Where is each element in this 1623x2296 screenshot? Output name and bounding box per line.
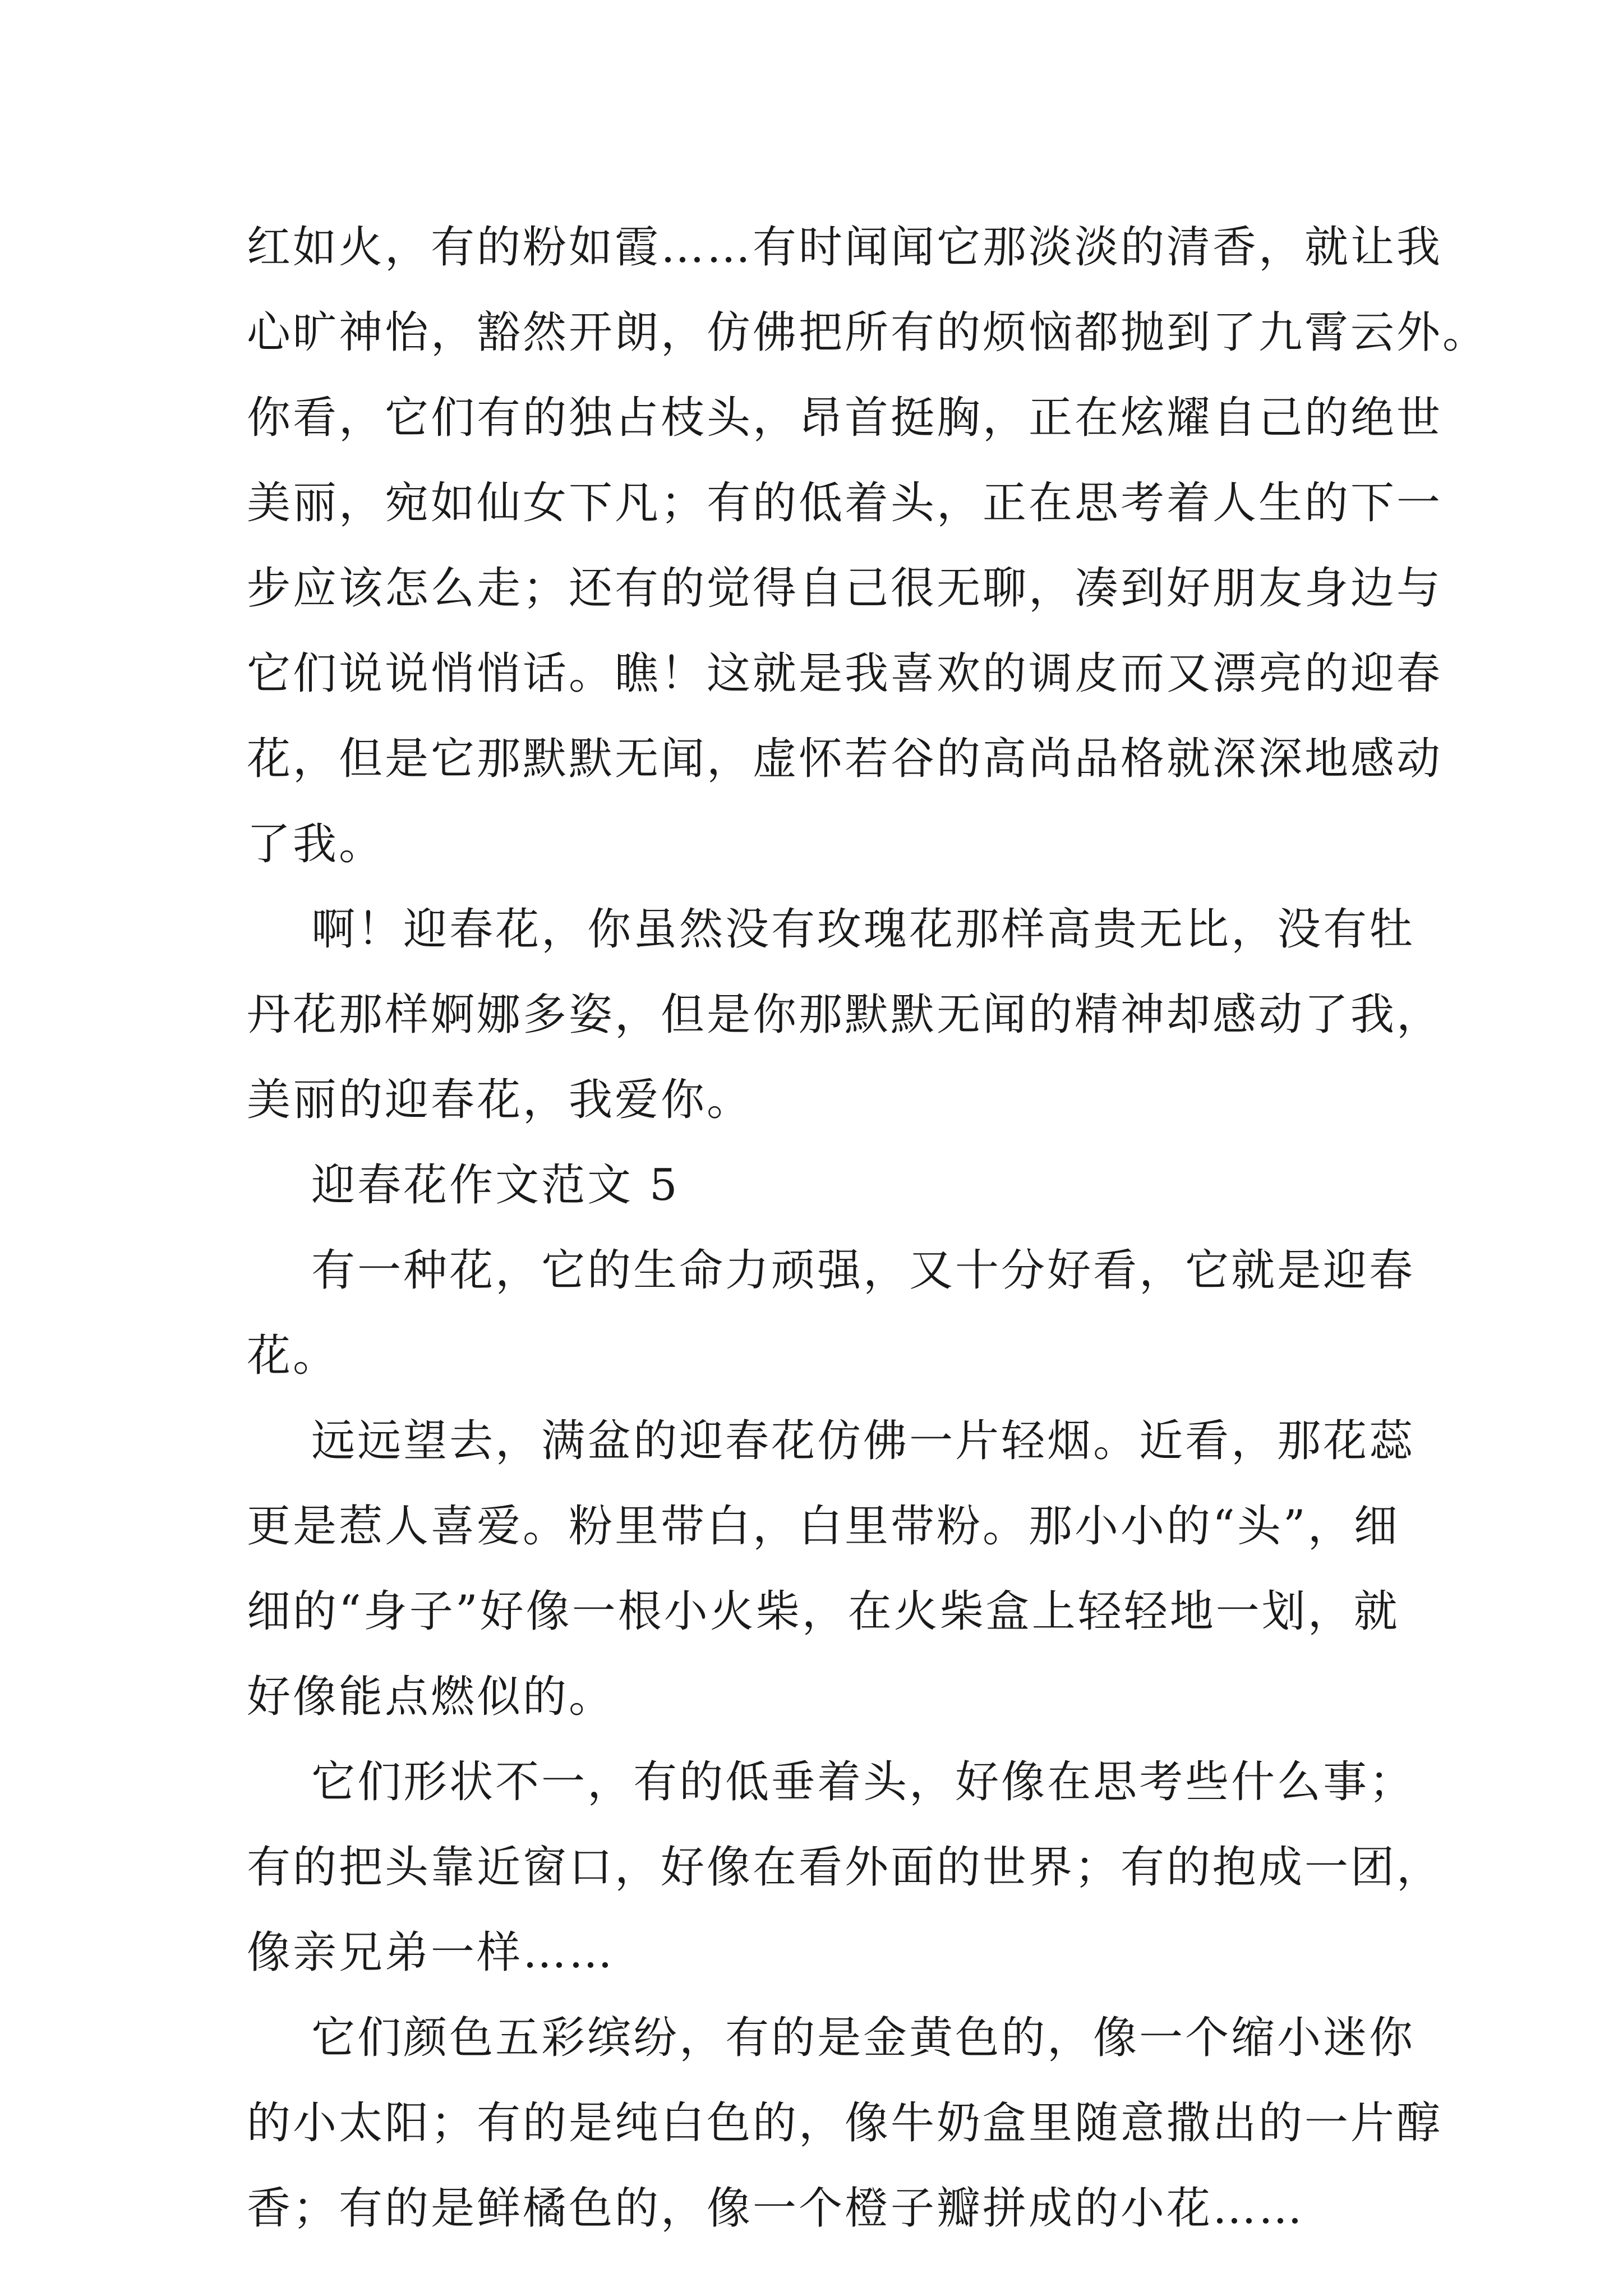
text-line: 丹花那样婀娜多姿，但是你那默默无闻的精神却感动了我， bbox=[247, 990, 1443, 1040]
body-text bbox=[247, 205, 1489, 2251]
text-line: 有的把头靠近窗口，好像在看外面的世界；有的抱成一团， bbox=[247, 1842, 1443, 1893]
text-line: 红如火，有的粉如霞……有时闻闻它那淡淡的清香，就让我 bbox=[247, 222, 1443, 273]
text-line: 花，但是它那默默无闻，虚怀若谷的高尚品格就深深地感动 bbox=[247, 734, 1443, 784]
text-line: 像亲兄弟一样…… bbox=[247, 1927, 615, 1978]
text-line: 啊！迎春花，你虽然没有玫瑰花那样高贵无比，没有牡 bbox=[247, 904, 1415, 955]
section-heading: 迎春花作文范文 5 bbox=[247, 1160, 680, 1211]
text-line: 好像能点燃似的。 bbox=[247, 1672, 615, 1722]
text-line: 更是惹人喜爱。粉里带白，白里带粉。那小小的“头”，细 bbox=[247, 1501, 1400, 1552]
text-line: 花。 bbox=[247, 1331, 339, 1381]
text-line: 它们形状不一，有的低垂着头，好像在思考些什么事； bbox=[247, 1757, 1415, 1807]
text-line: 它们颜色五彩缤纷，有的是金黄色的，像一个缩小迷你 bbox=[247, 2013, 1415, 2063]
text-line: 步应该怎么走；还有的觉得自己很无聊，凑到好朋友身边与 bbox=[247, 563, 1443, 614]
text-line: 你看，它们有的独占枝头，昂首挺胸，正在炫耀自己的绝世 bbox=[247, 393, 1443, 443]
text-line: 的小太阳；有的是纯白色的，像牛奶盒里随意撒出的一片醇 bbox=[247, 2098, 1443, 2148]
text-line: 心旷神怡，豁然开朗，仿佛把所有的烦恼都抛到了九霄云外。 bbox=[247, 307, 1489, 358]
text-line: 美丽的迎春花，我爱你。 bbox=[247, 1075, 753, 1125]
text-line: 细的“身子”好像一根小火柴，在火柴盒上轻轻地一划，就 bbox=[247, 1586, 1400, 1637]
text-line: 它们说说悄悄话。瞧！这就是我喜欢的调皮而又漂亮的迎春 bbox=[247, 648, 1443, 699]
text-line: 美丽，宛如仙女下凡；有的低着头，正在思考着人生的下一 bbox=[247, 478, 1443, 528]
text-line: 远远望去，满盆的迎春花仿佛一片轻烟。近看，那花蕊 bbox=[247, 1416, 1415, 1466]
text-line: 了我。 bbox=[247, 819, 385, 869]
text-line: 香；有的是鲜橘色的，像一个橙子瓣拼成的小花…… bbox=[247, 2183, 1305, 2234]
text-line: 有一种花，它的生命力顽强，又十分好看，它就是迎春 bbox=[247, 1245, 1415, 1296]
